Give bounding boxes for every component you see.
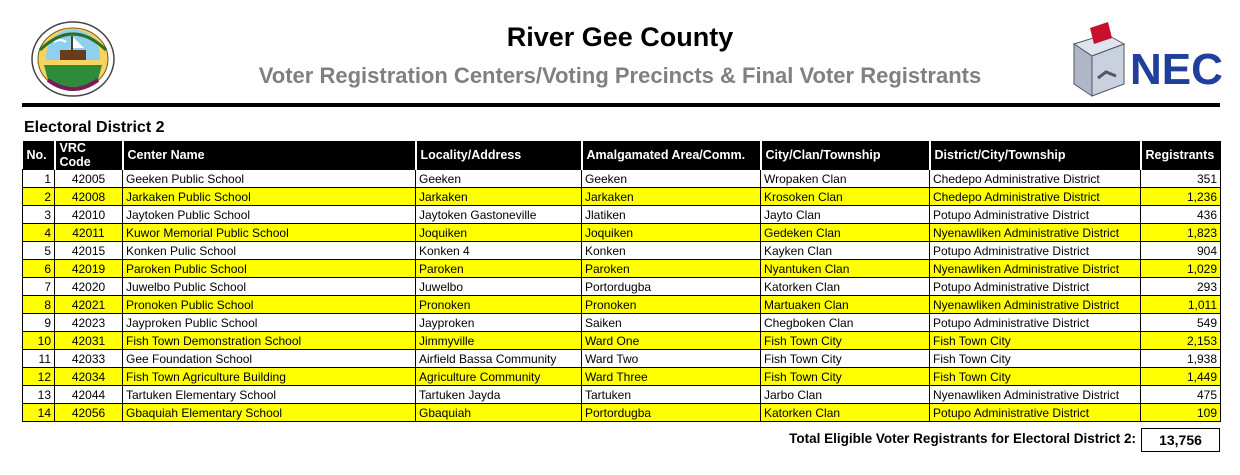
cell-registrants: 1,029 bbox=[1141, 260, 1221, 278]
cell-city-clan: Fish Town City bbox=[761, 350, 930, 368]
cell-city-clan: Fish Town City bbox=[761, 368, 930, 386]
cell-amalgamated-area: Joquiken bbox=[582, 224, 761, 242]
table-row bbox=[23, 386, 1221, 404]
header-divider bbox=[22, 103, 1220, 107]
cell-center-name: Gee Foundation School bbox=[123, 350, 416, 368]
cell-center-name: Gbaquiah Elementary School bbox=[123, 404, 416, 422]
table-row bbox=[23, 332, 1221, 350]
cell-row-number: 2 bbox=[23, 188, 55, 206]
cell-vrc-code: 42033 bbox=[55, 350, 123, 368]
district-heading: Electoral District 2 bbox=[24, 119, 165, 136]
cell-amalgamated-area: Saiken bbox=[582, 314, 761, 332]
cell-city-clan: Fish Town City bbox=[761, 332, 930, 350]
col-header-vrc-code: VRC Code bbox=[55, 141, 123, 170]
cell-registrants: 293 bbox=[1141, 278, 1221, 296]
cell-vrc-code: 42020 bbox=[55, 278, 123, 296]
cell-row-number: 5 bbox=[23, 242, 55, 260]
cell-district: Chedepo Administrative District bbox=[930, 188, 1141, 206]
table-row bbox=[23, 242, 1221, 260]
cell-amalgamated-area: Paroken bbox=[582, 260, 761, 278]
cell-city-clan: Martuaken Clan bbox=[761, 296, 930, 314]
cell-registrants: 1,236 bbox=[1141, 188, 1221, 206]
cell-amalgamated-area: Portordugba bbox=[582, 404, 761, 422]
cell-locality: Agriculture Community bbox=[416, 368, 582, 386]
cell-center-name: Tartuken Elementary School bbox=[123, 386, 416, 404]
table-row bbox=[23, 296, 1221, 314]
cell-row-number: 14 bbox=[23, 404, 55, 422]
cell-amalgamated-area: Geeken bbox=[582, 170, 761, 188]
cell-locality: Airfield Bassa Community bbox=[416, 350, 582, 368]
total-label: Total Eligible Voter Registrants for Electoral District 2: bbox=[789, 431, 1136, 446]
cell-registrants: 351 bbox=[1141, 170, 1221, 188]
cell-city-clan: Chegboken Clan bbox=[761, 314, 930, 332]
cell-row-number: 1 bbox=[23, 170, 55, 188]
cell-amalgamated-area: Tartuken bbox=[582, 386, 761, 404]
cell-vrc-code: 42019 bbox=[55, 260, 123, 278]
nec-ballot-box-icon bbox=[1068, 22, 1223, 100]
cell-locality: Jarkaken bbox=[416, 188, 582, 206]
cell-city-clan: Katorken Clan bbox=[761, 404, 930, 422]
cell-center-name: Konken Pulic School bbox=[123, 242, 416, 260]
cell-vrc-code: 42008 bbox=[55, 188, 123, 206]
col-header-amalgamated-area: Amalgamated Area/Comm. bbox=[582, 141, 761, 170]
cell-district: Fish Town City bbox=[930, 368, 1141, 386]
cell-registrants: 549 bbox=[1141, 314, 1221, 332]
cell-district: Nyenawliken Administrative District bbox=[930, 386, 1141, 404]
table-row bbox=[23, 188, 1221, 206]
cell-locality: Joquiken bbox=[416, 224, 582, 242]
cell-registrants: 1,449 bbox=[1141, 368, 1221, 386]
page-subtitle: Voter Registration Centers/Voting Precincts & Final Voter Registrants bbox=[258, 63, 982, 88]
cell-district: Potupo Administrative District bbox=[930, 278, 1141, 296]
page-header bbox=[0, 0, 1240, 106]
cell-center-name: Paroken Public School bbox=[123, 260, 416, 278]
cell-locality: Juwelbo bbox=[416, 278, 582, 296]
cell-district: Chedepo Administrative District bbox=[930, 170, 1141, 188]
cell-registrants: 2,153 bbox=[1141, 332, 1221, 350]
cell-row-number: 7 bbox=[23, 278, 55, 296]
cell-vrc-code: 42056 bbox=[55, 404, 123, 422]
cell-city-clan: Krosoken Clan bbox=[761, 188, 930, 206]
col-header-no: No. bbox=[23, 141, 55, 170]
cell-vrc-code: 42034 bbox=[55, 368, 123, 386]
cell-amalgamated-area: Ward One bbox=[582, 332, 761, 350]
registration-table bbox=[22, 141, 1221, 422]
cell-registrants: 1,938 bbox=[1141, 350, 1221, 368]
cell-district: Potupo Administrative District bbox=[930, 242, 1141, 260]
cell-city-clan: Wropaken Clan bbox=[761, 170, 930, 188]
total-value: 13,756 bbox=[1141, 428, 1220, 452]
cell-registrants: 436 bbox=[1141, 206, 1221, 224]
table-header-row bbox=[23, 141, 1221, 170]
cell-center-name: Fish Town Agriculture Building bbox=[123, 368, 416, 386]
table-row bbox=[23, 350, 1221, 368]
cell-locality: Geeken bbox=[416, 170, 582, 188]
cell-center-name: Fish Town Demonstration School bbox=[123, 332, 416, 350]
cell-district: Potupo Administrative District bbox=[930, 314, 1141, 332]
cell-district: Nyenawliken Administrative District bbox=[930, 224, 1141, 242]
table-row bbox=[23, 260, 1221, 278]
cell-locality: Jimmyville bbox=[416, 332, 582, 350]
cell-amalgamated-area: Pronoken bbox=[582, 296, 761, 314]
cell-registrants: 1,011 bbox=[1141, 296, 1221, 314]
table-row bbox=[23, 224, 1221, 242]
table-row bbox=[23, 404, 1221, 422]
cell-city-clan: Nyantuken Clan bbox=[761, 260, 930, 278]
cell-vrc-code: 42031 bbox=[55, 332, 123, 350]
cell-district: Fish Town City bbox=[930, 350, 1141, 368]
cell-locality: Jaytoken Gastoneville bbox=[416, 206, 582, 224]
cell-amalgamated-area: Jlatiken bbox=[582, 206, 761, 224]
table-row bbox=[23, 278, 1221, 296]
cell-district: Potupo Administrative District bbox=[930, 404, 1141, 422]
col-header-city-clan: City/Clan/Township bbox=[761, 141, 930, 170]
cell-amalgamated-area: Ward Three bbox=[582, 368, 761, 386]
cell-center-name: Geeken Public School bbox=[123, 170, 416, 188]
cell-vrc-code: 42023 bbox=[55, 314, 123, 332]
cell-city-clan: Jayto Clan bbox=[761, 206, 930, 224]
cell-district: Potupo Administrative District bbox=[930, 206, 1141, 224]
cell-amalgamated-area: Konken bbox=[582, 242, 761, 260]
cell-vrc-code: 42021 bbox=[55, 296, 123, 314]
svg-text:NEC: NEC bbox=[1130, 45, 1223, 94]
cell-city-clan: Jarbo Clan bbox=[761, 386, 930, 404]
page-title: River Gee County bbox=[506, 22, 734, 52]
table-row bbox=[23, 206, 1221, 224]
cell-locality: Gbaquiah bbox=[416, 404, 582, 422]
cell-locality: Jayproken bbox=[416, 314, 582, 332]
col-header-registrants: Registrants bbox=[1141, 141, 1221, 170]
cell-row-number: 10 bbox=[23, 332, 55, 350]
cell-center-name: Jarkaken Public School bbox=[123, 188, 416, 206]
cell-row-number: 6 bbox=[23, 260, 55, 278]
cell-city-clan: Katorken Clan bbox=[761, 278, 930, 296]
cell-district: Nyenawliken Administrative District bbox=[930, 296, 1141, 314]
col-header-district: District/City/Township bbox=[930, 141, 1141, 170]
cell-amalgamated-area: Ward Two bbox=[582, 350, 761, 368]
col-header-locality: Locality/Address bbox=[416, 141, 582, 170]
cell-registrants: 904 bbox=[1141, 242, 1221, 260]
cell-vrc-code: 42005 bbox=[55, 170, 123, 188]
cell-row-number: 4 bbox=[23, 224, 55, 242]
cell-locality: Pronoken bbox=[416, 296, 582, 314]
cell-row-number: 11 bbox=[23, 350, 55, 368]
cell-vrc-code: 42044 bbox=[55, 386, 123, 404]
cell-city-clan: Gedeken Clan bbox=[761, 224, 930, 242]
cell-locality: Tartuken Jayda bbox=[416, 386, 582, 404]
cell-row-number: 12 bbox=[23, 368, 55, 386]
cell-row-number: 3 bbox=[23, 206, 55, 224]
cell-district: Nyenawliken Administrative District bbox=[930, 260, 1141, 278]
cell-amalgamated-area: Jarkaken bbox=[582, 188, 761, 206]
cell-center-name: Pronoken Public School bbox=[123, 296, 416, 314]
cell-registrants: 109 bbox=[1141, 404, 1221, 422]
cell-center-name: Jaytoken Public School bbox=[123, 206, 416, 224]
table-row bbox=[23, 170, 1221, 188]
table-row bbox=[23, 368, 1221, 386]
cell-center-name: Jayproken Public School bbox=[123, 314, 416, 332]
cell-vrc-code: 42015 bbox=[55, 242, 123, 260]
cell-locality: Konken 4 bbox=[416, 242, 582, 260]
table-row bbox=[23, 314, 1221, 332]
cell-city-clan: Kayken Clan bbox=[761, 242, 930, 260]
cell-registrants: 1,823 bbox=[1141, 224, 1221, 242]
col-header-center-name: Center Name bbox=[123, 141, 416, 170]
cell-locality: Paroken bbox=[416, 260, 582, 278]
cell-district: Fish Town City bbox=[930, 332, 1141, 350]
cell-vrc-code: 42011 bbox=[55, 224, 123, 242]
cell-center-name: Juwelbo Public School bbox=[123, 278, 416, 296]
cell-row-number: 9 bbox=[23, 314, 55, 332]
cell-row-number: 8 bbox=[23, 296, 55, 314]
cell-row-number: 13 bbox=[23, 386, 55, 404]
cell-registrants: 475 bbox=[1141, 386, 1221, 404]
cell-amalgamated-area: Portordugba bbox=[582, 278, 761, 296]
cell-vrc-code: 42010 bbox=[55, 206, 123, 224]
cell-center-name: Kuwor Memorial Public School bbox=[123, 224, 416, 242]
